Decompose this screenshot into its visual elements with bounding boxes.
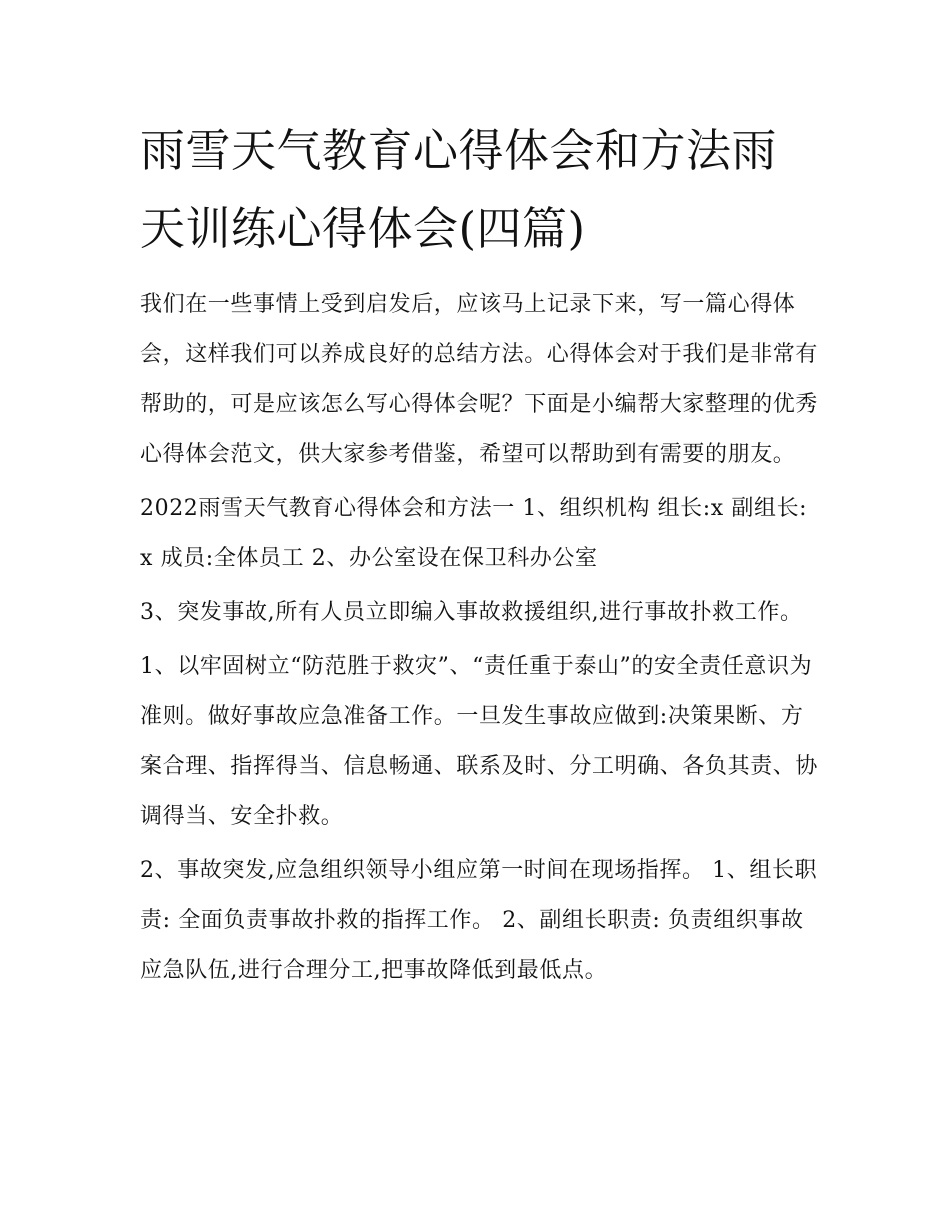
emergency-paragraph: 3、突发事故,所有人员立即编入事故救援组织,进行事故扑救工作。	[140, 600, 803, 625]
document-title: 雨雪天气教育心得体会和方法雨天训练心得体会(四篇)	[140, 124, 778, 255]
duties-paragraph: 2、事故突发,应急组织领导小组应第一时间在现场指挥。 1、组长职责: 全面负责事故扑救的指挥工作。 2、副组长职责: 负责组织事故应急队伍,进行合理分工,把事故降低到最低点。	[140, 858, 818, 983]
intro-paragraph: 我们在一些事情上受到启发后，应该马上记录下来，写一篇心得体会，这样我们可以养成良好的总结方法。心得体会对于我们是非常有帮助的，可是应该怎么写心得体会呢？下面是小编帮大家整理的优秀心得体会范文，供大家参考借鉴，希望可以帮助到有需要的朋友。	[140, 292, 819, 467]
organization-paragraph: 2022雨雪天气教育心得体会和方法一 1、组织机构 组长:x 副组长:x 成员:全体员工 2、办公室设在保卫科办公室	[140, 496, 808, 571]
principle-paragraph: 1、以牢固树立“防范胜于救灾”、“责任重于泰山”的安全责任意识为准则。做好事故应急准备工作。一旦发生事故应做到:决策果断、方案合理、指挥得当、信息畅通、联系及时、分工明确、各负其责、协调得当、安全扑救。	[140, 654, 819, 829]
